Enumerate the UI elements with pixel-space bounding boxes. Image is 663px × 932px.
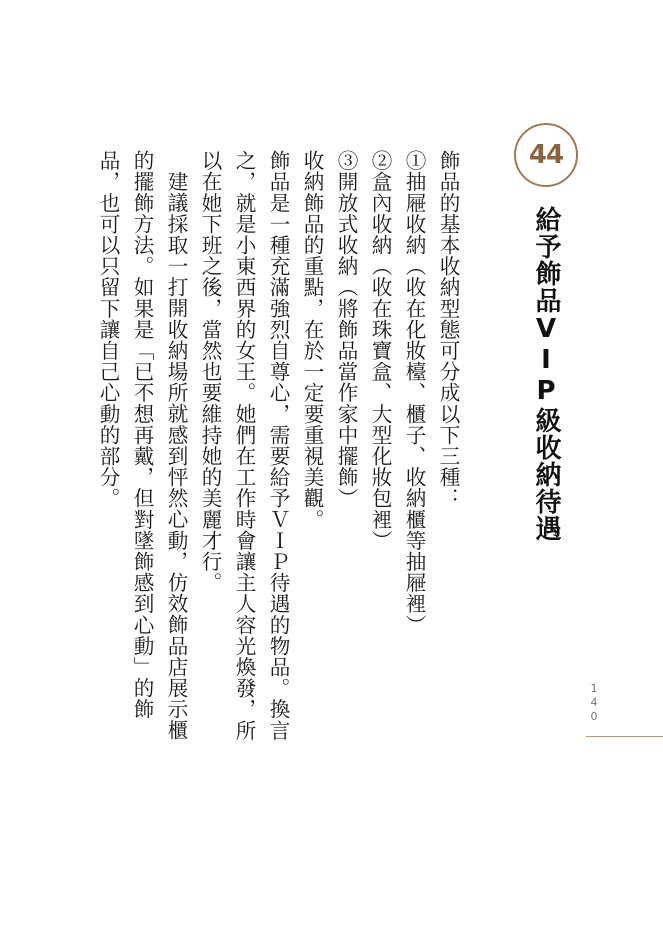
list-item-box: ②盒內收納（收在珠寶盒、大型化妝包裡）	[368, 150, 392, 551]
list-item-open: ③開放式收納（將飾品當作家中擺飾）	[334, 150, 358, 509]
paragraph-intro: 飾品的基本收納型態可分成以下三種：	[436, 150, 460, 509]
body-text	[96, 150, 465, 760]
chapter-number-badge: 44	[514, 123, 578, 187]
page-number-rule	[586, 736, 663, 737]
list-item-drawer: ①抽屜收納（收在化妝檯、櫃子、收納櫃等抽屜裡）	[402, 150, 426, 636]
paragraph-vip: 飾品是一種充滿強烈自尊心，需要給予ＶＩＰ待遇的物品。換言之，就是小東西界的女王。她們在工作時會讓主人容光煥發，所以在她下班之後，當然也要維持她的美麗才行。	[198, 150, 290, 741]
page-number: 1 4 0	[590, 682, 598, 723]
paragraph-suggestion: 建議採取一打開收納場所就感到怦然心動，仿效飾品店展示櫃的擺飾方法。如果是「已不想再戴，但對墜飾感到心動」的飾品，也可以只留下讓自己心動的部分。	[96, 150, 188, 741]
paragraph-key-point: 收納飾品的重點，在於一定要重視美觀。	[300, 150, 324, 530]
chapter-title: 給予飾品VIP級收納待遇	[531, 206, 561, 542]
